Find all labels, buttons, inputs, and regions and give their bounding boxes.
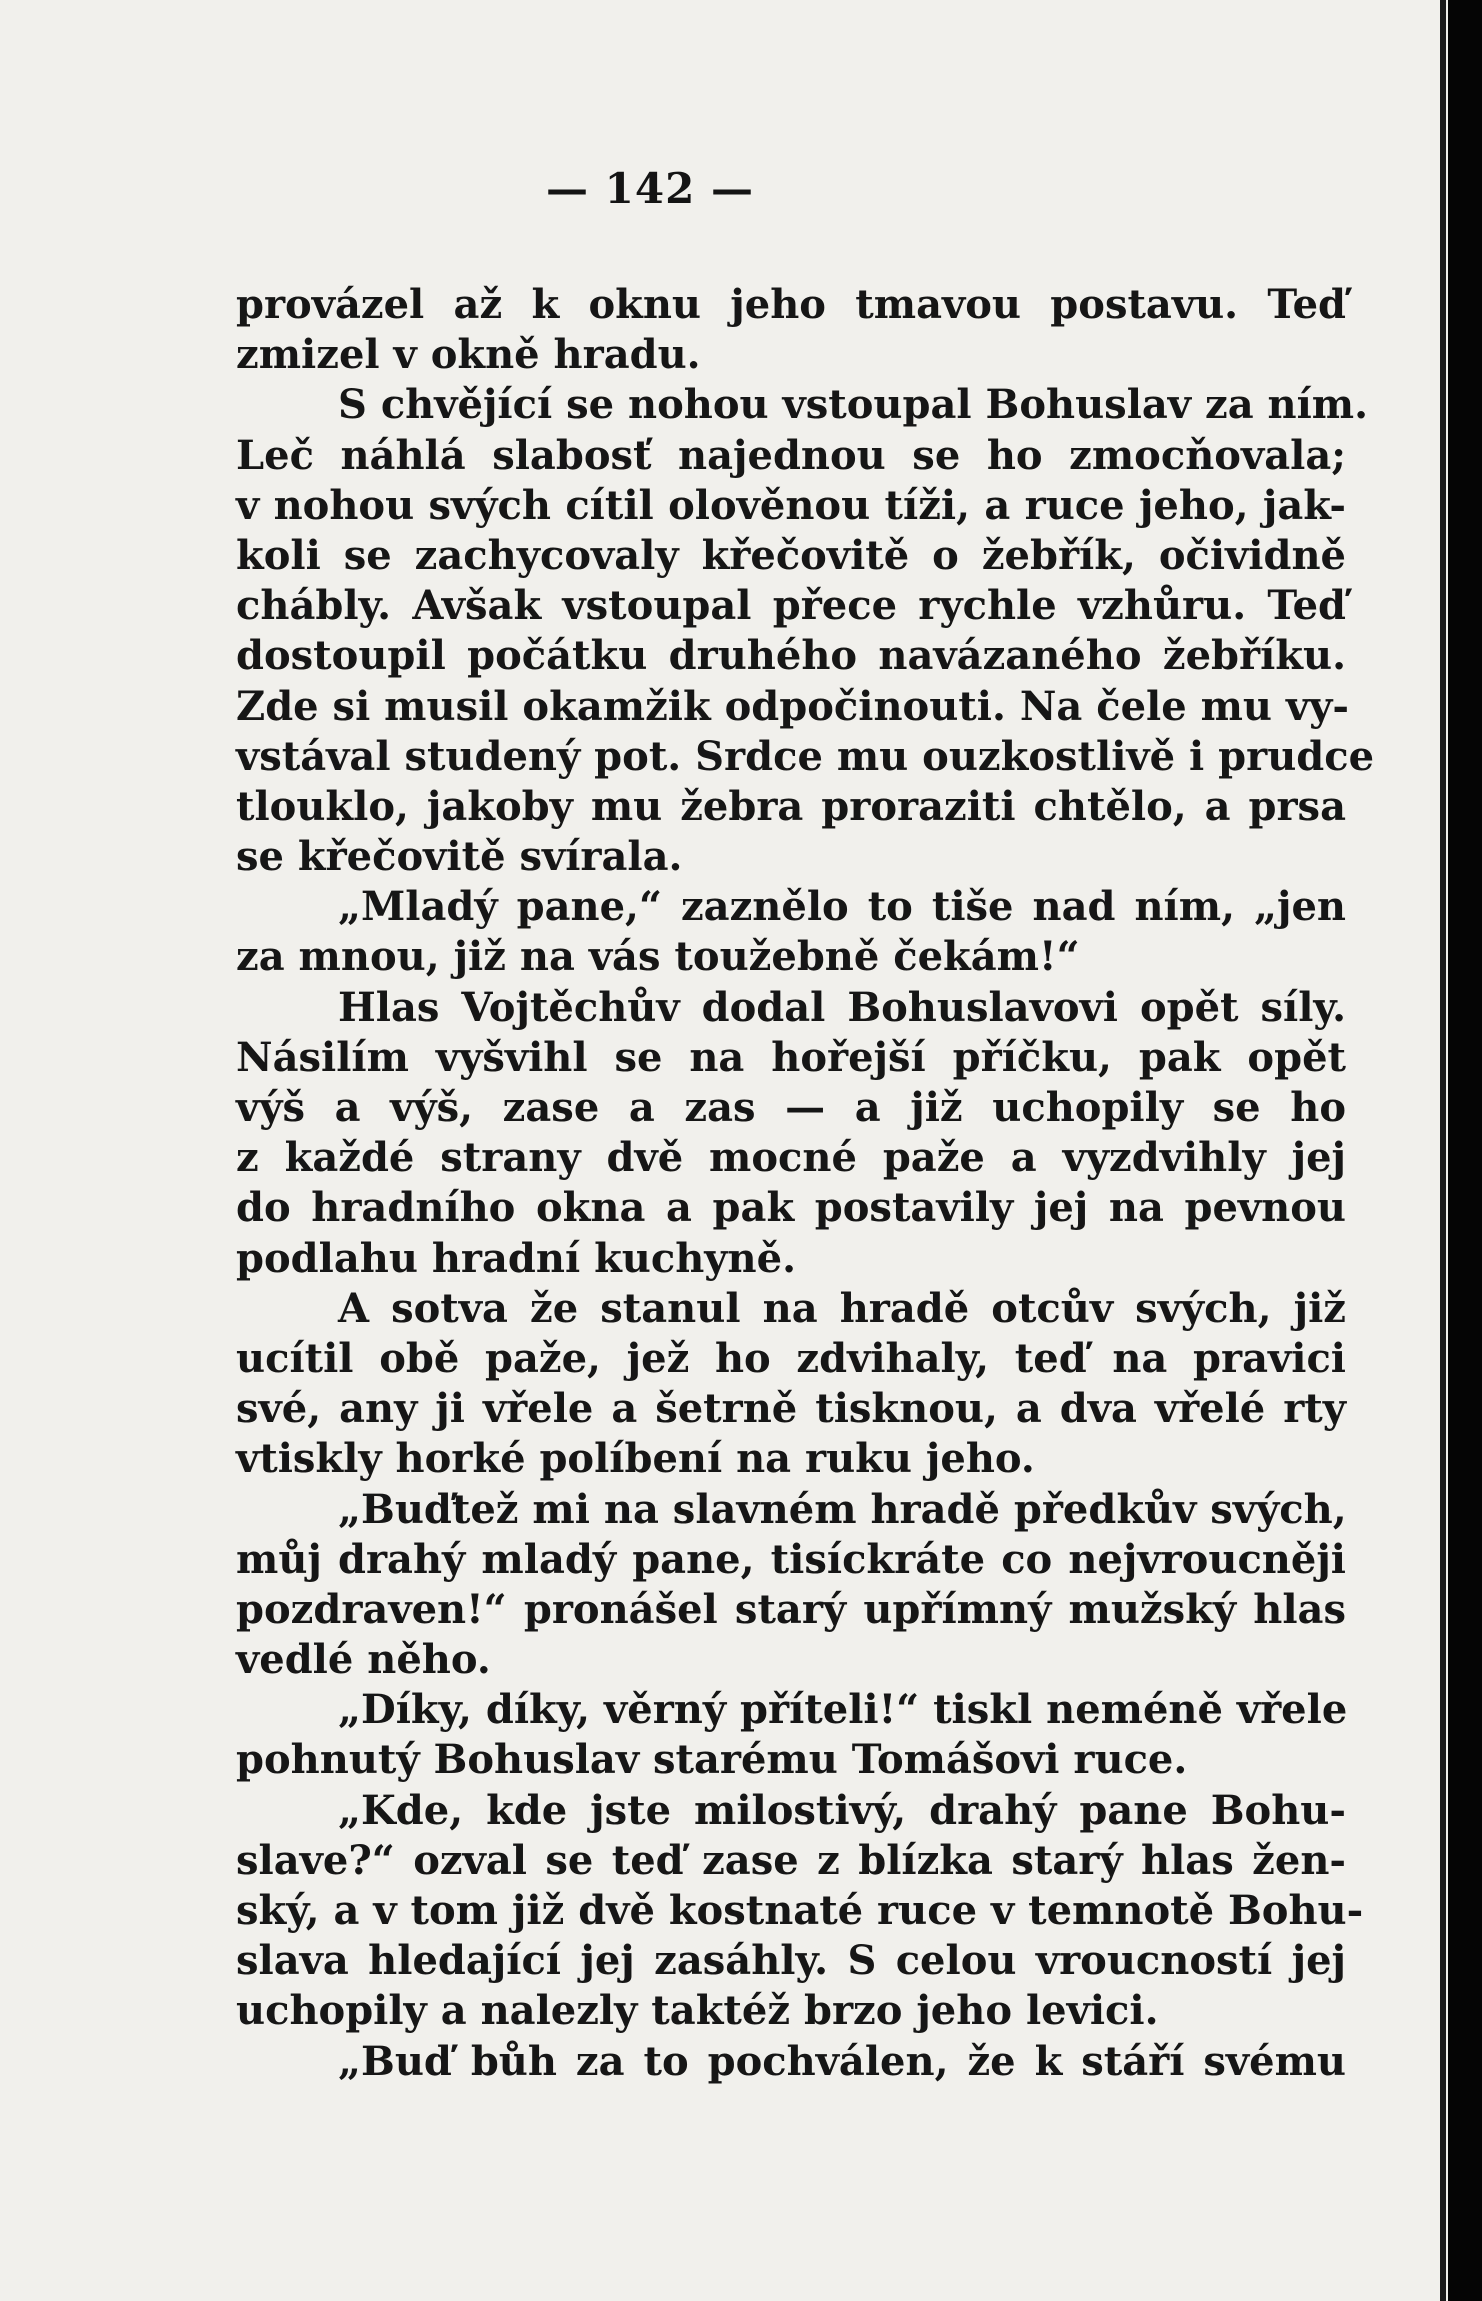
text-line: ský, a v tom již dvě kostnaté ruce v temnotě Bohu-: [236, 1887, 1364, 1934]
text-line: z každé strany dvě mocné paže a vyzdvihly jej: [236, 1134, 1346, 1182]
text-line: vtiskly horké políbení na ruku jeho.: [236, 1435, 1035, 1483]
text-line: chábly. Avšak vstoupal přece rychle vzhůru. Teď: [236, 582, 1346, 630]
text-line: „Kde, kde jste milostivý, drahý pane Bohu-: [338, 1786, 1346, 1834]
text-line: ucítil obě paže, jež ho zdvihaly, teď na pravici: [236, 1334, 1346, 1382]
text-line: své, any ji vřele a šetrně tisknou, a dva vřelé rty: [236, 1385, 1346, 1433]
text-line: slava hledající jej zasáhly. S celou vroucností jej: [236, 1937, 1346, 1985]
text-line: do hradního okna a pak postavily jej na pevnou: [236, 1184, 1346, 1232]
text-line: slave?“ ozval se teď zase z blízka starý hlas žen-: [236, 1836, 1346, 1884]
text-line: Násilím vyšvihl se na hořejší příčku, pak opět: [236, 1033, 1346, 1081]
text-line: S chvějící se nohou vstoupal Bohuslav za ním.: [338, 381, 1369, 429]
text-line: uchopily a nalezly taktéž brzo jeho levici.: [236, 1987, 1159, 2035]
text-line: „Mladý pane,“ zaznělo to tiše nad ním, „jen: [338, 883, 1346, 931]
page-number: — 142 —: [546, 164, 754, 213]
page-binding-edge: [1440, 0, 1446, 2301]
text-line: zmizel v okně hradu.: [236, 331, 701, 379]
text-line: A sotva že stanul na hradě otcův svých, již: [338, 1284, 1346, 1332]
text-line: Hlas Vojtěchův dodal Bohuslavovi opět síly.: [338, 983, 1346, 1031]
text-line: „Buďtež mi na slavném hradě předkův svých,: [338, 1485, 1347, 1533]
text-line: dostoupil počátku druhého navázaného žebříku.: [236, 632, 1346, 680]
text-line: pohnutý Bohuslav starému Tomášovi ruce.: [236, 1736, 1188, 1784]
text-line: tlouklo, jakoby mu žebra proraziti chtělo, a prsa: [236, 782, 1346, 830]
text-line: podlahu hradní kuchyně.: [236, 1234, 796, 1282]
text-line: vedlé něho.: [236, 1636, 491, 1684]
text-line: vstával studený pot. Srdce mu ouzkostlivě i prudce: [236, 732, 1375, 780]
text-line: „Díky, díky, věrný příteli!“ tiskl neméně vřele: [338, 1686, 1348, 1734]
text-line: koli se zachycovaly křečovitě o žebřík, očividně: [236, 531, 1346, 579]
text-line: Leč náhlá slabosť najednou se ho zmocňovala;: [236, 431, 1346, 479]
text-line: v nohou svých cítil olověnou tíži, a ruce jeho, jak-: [236, 481, 1346, 529]
text-line: Zde si musil okamžik odpočinouti. Na čele mu vy-: [236, 682, 1350, 730]
text-line: se křečovitě svírala.: [236, 833, 683, 881]
text-line: provázel až k oknu jeho tmavou postavu. Teď: [236, 281, 1346, 328]
body-text: [236, 280, 1375, 2087]
scan-border: [1448, 0, 1482, 2301]
text-line: za mnou, již na vás toužebně čekám!“: [236, 933, 1080, 981]
text-line: pozdraven!“ pronášel starý upřímný mužský hlas: [236, 1585, 1346, 1633]
text-line: výš a výš, zase a zas — a již uchopily se ho: [236, 1084, 1346, 1131]
text-line: můj drahý mladý pane, tisíckráte co nejvroucněji: [236, 1535, 1346, 1583]
text-line: „Buď bůh za to pochválen, že k stáří svému: [338, 2037, 1346, 2085]
